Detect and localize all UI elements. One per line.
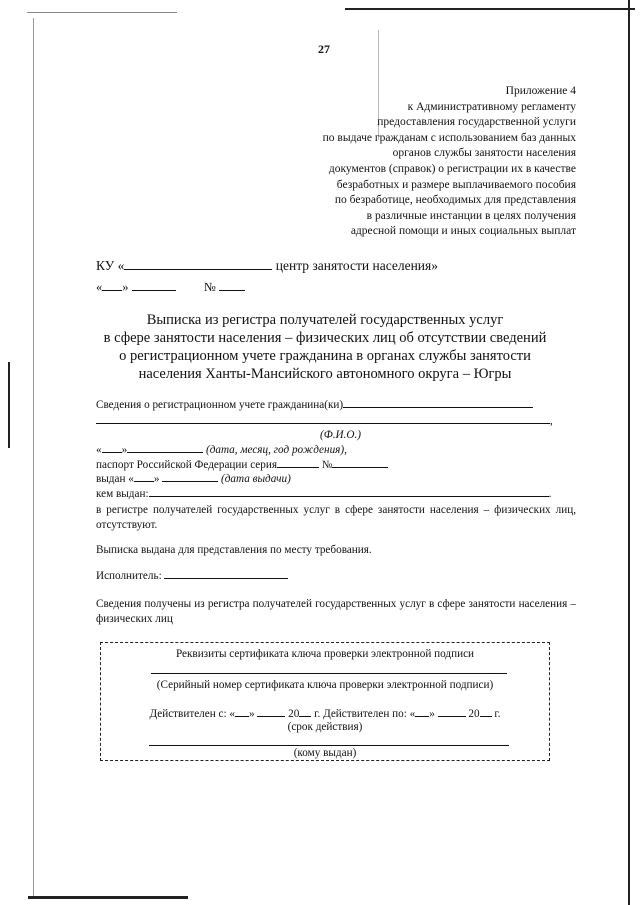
scan-artifact-left-mark [8, 362, 10, 448]
valid-to-year-prefix: 20 [468, 708, 480, 720]
issued-line [96, 471, 576, 487]
valid-to-month-field[interactable] [438, 706, 466, 717]
passport-number-sign: № [321, 459, 333, 471]
executor-field[interactable] [164, 568, 288, 579]
certificate-title: Реквизиты сертификата ключа проверки электронной подписи [175, 648, 475, 660]
organization-line [96, 258, 438, 274]
fio-caption-line [320, 428, 420, 443]
issued-caption: (дата выдачи) [221, 473, 291, 485]
reg-info-line [96, 397, 576, 413]
issued-to-field[interactable] [149, 745, 509, 746]
date-month-field[interactable] [132, 280, 176, 291]
valid-from-day-field[interactable] [235, 706, 249, 717]
appendix-line: Приложение 4 [505, 85, 576, 97]
scan-artifact-right-edge [628, 0, 630, 905]
dob-caption: (дата, месяц, год рождения), [205, 444, 347, 456]
issued-by-period: . [548, 488, 552, 500]
dob-month-year-field[interactable] [127, 442, 203, 453]
citizen-name-field[interactable] [96, 413, 550, 424]
passport-number-field[interactable] [332, 457, 388, 468]
valid-to-label: Действителен по: « [323, 708, 416, 720]
issued-by-line [96, 486, 576, 502]
document-title [80, 311, 570, 383]
document-number-field[interactable] [219, 280, 245, 291]
valid-from-year-end: г. [314, 708, 321, 720]
valid-to-year-field[interactable] [480, 706, 492, 717]
reg-info-label: Сведения о регистрационном учете гражданина(ки) [96, 399, 344, 411]
date-number-line [96, 280, 245, 295]
number-sign: № [203, 280, 216, 294]
appendix-line: по выдаче гражданам с использованием баз данных [322, 131, 576, 144]
certificate-box [100, 642, 550, 761]
fio-caption: (Ф.И.О.) [320, 429, 361, 441]
issued-by-field[interactable] [149, 486, 549, 497]
ku-suffix: центр занятости населения» [275, 258, 438, 273]
organization-name-field[interactable] [124, 259, 272, 270]
valid-from-label: Действителен с: « [149, 708, 235, 720]
issued-month-year-field[interactable] [162, 471, 218, 482]
citizen-name-field-start[interactable] [343, 397, 533, 408]
date-open-quote: « [96, 280, 103, 294]
dob-close-quote: » [121, 444, 128, 456]
appendix-header [256, 84, 576, 240]
valid-to-close-quote: » [429, 708, 435, 720]
title-line: о регистрационном учете гражданина в органах службы занятости [119, 348, 531, 364]
appendix-line: адресной помощи и иных социальных выплат [350, 225, 576, 238]
valid-from-year-field[interactable] [299, 706, 311, 717]
scan-artifact-left-edge [33, 18, 34, 898]
title-line: Выписка из регистра получателей государственных услуг [146, 312, 504, 328]
appendix-line: в различные инстанции в целях получения [366, 209, 576, 222]
absence-paragraph: в регистре получателей государственных услуг в сфере занятости населения – физических лиц, отсутствуют. [96, 504, 576, 531]
title-line: населения Ханты-Мансийского автономного округа – Югры [138, 366, 512, 382]
dob-day-field[interactable] [102, 442, 122, 453]
page-number: 27 [318, 42, 330, 56]
scan-artifact-bottom [28, 896, 188, 899]
appendix-line: органов службы занятости населения [392, 147, 576, 160]
dob-line [96, 442, 576, 458]
validity-caption: (срок действия) [287, 721, 363, 733]
scan-artifact-top-right [345, 8, 635, 10]
source-paragraph: Сведения получены из регистра получателей государственных услуг в сфере занятости населения – физических лиц [96, 598, 576, 625]
issued-label: выдан « [96, 473, 134, 485]
ku-prefix: КУ « [96, 258, 125, 273]
issued-by-label: кем выдан: [96, 488, 149, 500]
valid-to-day-field[interactable] [415, 706, 429, 717]
valid-from-close-quote: » [248, 708, 255, 720]
serial-caption: (Серийный номер сертификата ключа проверки электронной подписи) [156, 679, 494, 691]
validity-line [101, 706, 549, 720]
passport-series-field[interactable] [277, 457, 319, 468]
fio-line [96, 413, 576, 429]
purpose-paragraph: Выписка выдана для представления по месту требования. [96, 544, 372, 556]
appendix-line: безработных и размере выплачиваемого пособия [336, 178, 576, 191]
executor-label: Исполнитель: [96, 570, 162, 582]
date-day-field[interactable] [102, 280, 122, 291]
appendix-line: по безработице, необходимых для представления [334, 194, 576, 207]
line-end-comma: , [550, 415, 553, 427]
dob-open-quote: « [96, 444, 102, 456]
valid-from-month-field[interactable] [257, 706, 285, 717]
appendix-line: документов (справок) о регистрации их в качестве [328, 162, 576, 175]
date-close-quote: » [122, 280, 129, 294]
issued-day-field[interactable] [134, 471, 154, 482]
title-line: в сфере занятости населения – физических лиц об отсутствии сведений [103, 330, 547, 346]
scan-artifact-top-left [27, 12, 177, 13]
valid-from-year-prefix: 20 [288, 708, 300, 720]
appendix-line: предоставления государственной услуги [377, 116, 576, 129]
executor-line [96, 568, 576, 584]
passport-label: паспорт Российской Федерации серия [96, 459, 277, 471]
serial-number-field[interactable] [151, 673, 507, 674]
valid-to-year-end: г. [494, 708, 501, 720]
appendix-line: к Административному регламенту [407, 100, 576, 113]
issued-close-quote: » [153, 473, 160, 485]
issued-to-caption: (кому выдан) [293, 747, 357, 759]
